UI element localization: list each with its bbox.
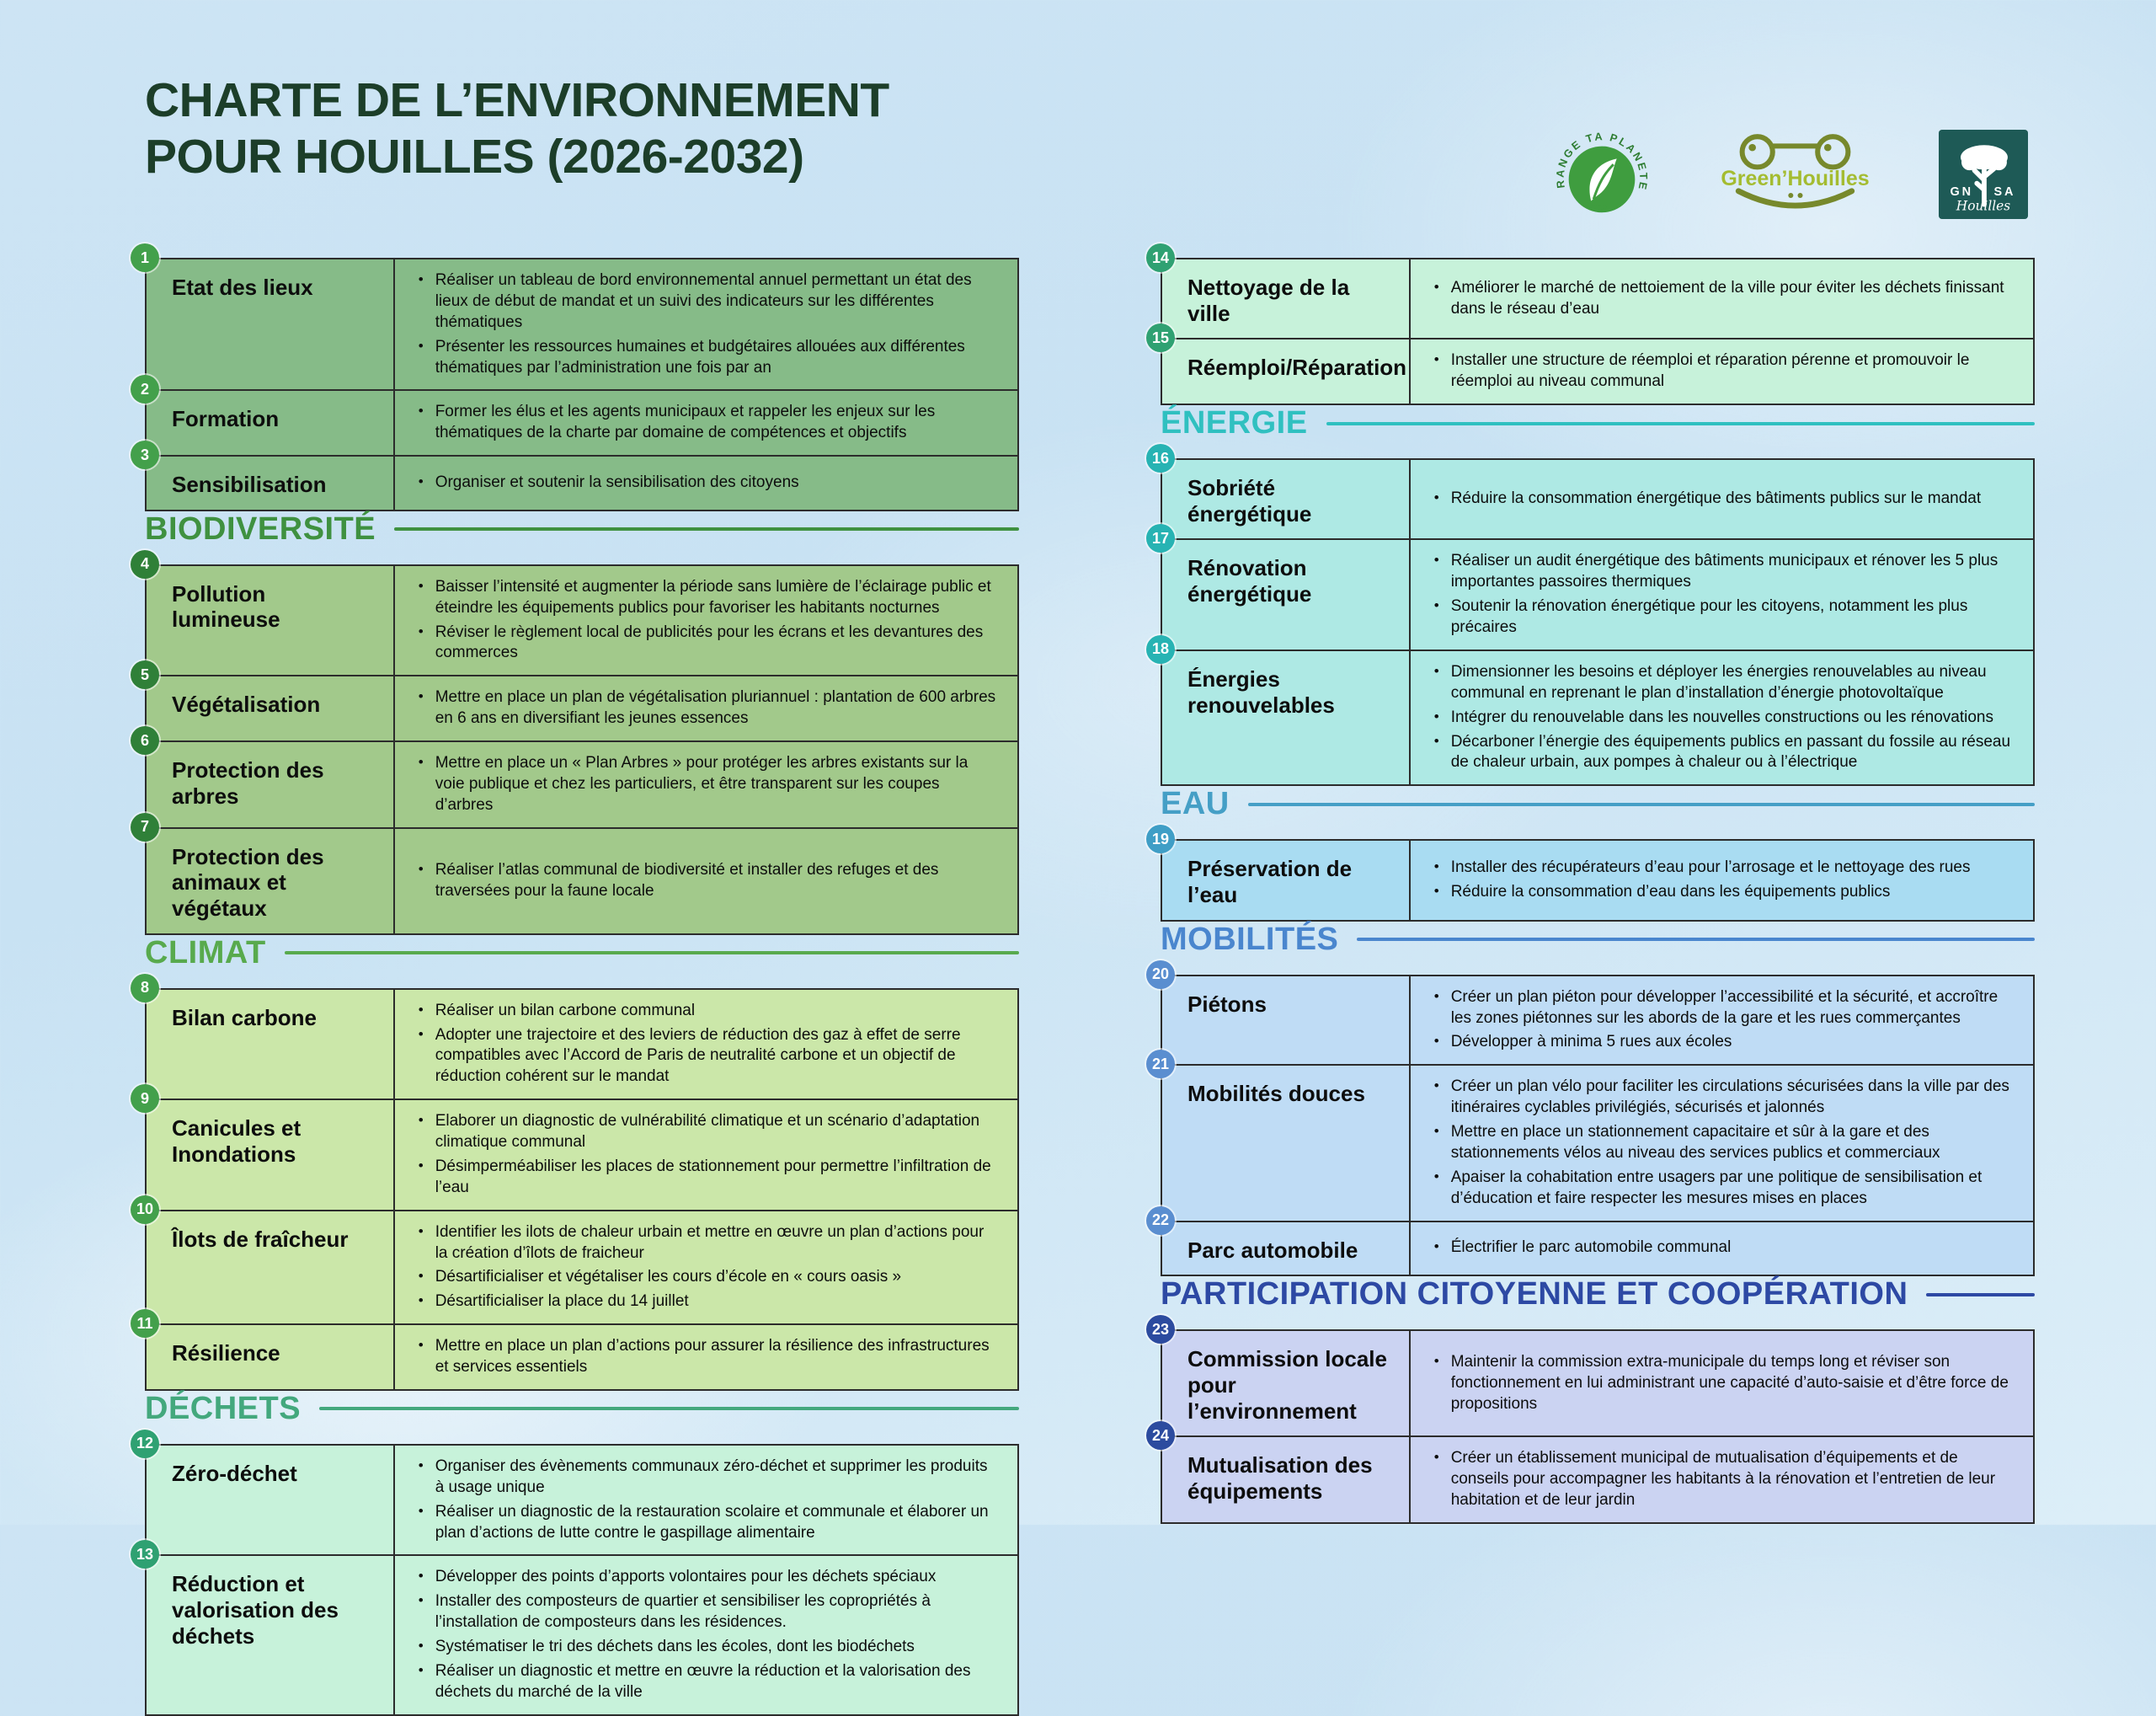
section-biodiversite xyxy=(140,511,1019,935)
section-eau xyxy=(1151,786,2035,921)
green-houilles-text: Green’Houilles xyxy=(1721,166,1870,190)
section-heading-text: ÉNERGIE xyxy=(1161,405,1308,441)
gnsa-tree-canopy2 xyxy=(1961,154,1977,170)
table-row-5 xyxy=(140,666,1017,740)
table-row-11 xyxy=(136,1314,1017,1389)
action-bullet-item: • Électrifier le parc automobile communal xyxy=(1431,1238,2013,1259)
action-bullet-item: • Créer un établissement municipal de mutualisation d’équipements et de conseils pour accompagner les habitants à la rénovation et l’entretien de leur habitation et de leur jardin xyxy=(1431,1448,2013,1511)
action-bullet-item: • Mettre en place un plan de végétalisation pluriannuel : plantation de 600 arbres en 6 ans en diversifiant les jeunes essences xyxy=(415,687,997,730)
row-number-badge: 13 xyxy=(131,1540,159,1569)
action-bullet-item: • Réduire la consommation énergétique des bâtiments publics sur le mandat xyxy=(1431,489,2013,510)
row-number-badge: 11 xyxy=(131,1309,159,1338)
section-dechets-suite xyxy=(1151,249,2035,405)
row-number-badge: 18 xyxy=(1146,635,1175,664)
row-number-badge: 10 xyxy=(131,1195,159,1224)
section-heading-eau xyxy=(1161,786,2035,822)
heading-rule xyxy=(394,527,1019,531)
table-row-1 xyxy=(140,249,1017,389)
table-row-24 xyxy=(1151,1426,2033,1522)
heading-rule xyxy=(285,951,1019,954)
row-actions xyxy=(395,391,1017,455)
section-mobilites xyxy=(1151,921,2035,1277)
action-bullet-item: • Désimperméabiliser les places de stationnement pour permettre l’infiltration de l’eau xyxy=(415,1157,997,1199)
row-number-badge: 23 xyxy=(1146,1315,1175,1344)
row-topic-label: Réemploi/Réparation xyxy=(1162,339,1411,404)
action-bullet-item: • Désartificialiser la place du 14 juillet xyxy=(415,1291,997,1312)
action-bullet-item: • Baisser l’intensité et augmenter la période sans lumière de l’éclairage public et éteindre les équipements publics pour favoriser les habitants nocturnes xyxy=(415,577,997,619)
row-actions xyxy=(395,1446,1017,1555)
row-topic-label: Îlots de fraîcheur xyxy=(147,1211,395,1324)
row-actions xyxy=(1411,259,2033,338)
action-bullet-item: • Maintenir la commission extra-municipale du temps long et réviser son fonctionnement en lui administrant une capacité d’auto-saisie et d’être force de propositions xyxy=(1431,1352,2013,1415)
table-row-15 xyxy=(1151,329,2033,404)
row-topic-label: Préservation de l’eau xyxy=(1162,841,1411,919)
action-bullet-item: • Créer un plan vélo pour faciliter les circulations sécurisées dans la ville par des itinéraires cyclables privilégiés, sécurisés et jalonnés xyxy=(1431,1077,2013,1119)
row-actions xyxy=(395,1325,1017,1389)
row-number-badge: 8 xyxy=(131,974,159,1002)
section-heading-text: PARTICIPATION CITOYENNE ET COOPÉRATION xyxy=(1161,1276,1908,1312)
row-actions xyxy=(1411,1437,2033,1522)
action-bullet-item: • Former les élus et les agents municipaux et rappeler les enjeux sur les thématiques de la charte par domaine de compétences et objectifs xyxy=(415,402,997,444)
action-bullet-item: • Réaliser un diagnostic et mettre en œuvre la réduction et la valorisation des déchets du marché de la ville xyxy=(415,1661,997,1703)
row-topic-label: Etat des lieux xyxy=(147,259,395,389)
section-gouvernance xyxy=(140,249,1019,511)
table-row-22 xyxy=(1151,1211,2033,1275)
row-actions xyxy=(395,566,1017,676)
action-bullet-item: • Systématiser le tri des déchets dans les écoles, dont les biodéchets xyxy=(415,1637,997,1658)
action-bullet-item: • Réviser le règlement local de publicités pour les écrans et les devantures des commerces xyxy=(415,623,997,665)
green-houilles-logo xyxy=(1700,127,1890,222)
left-column xyxy=(136,249,1019,1716)
row-topic-label: Protection des arbres xyxy=(147,742,395,827)
row-number-badge: 15 xyxy=(1146,323,1175,352)
row-number-badge: 5 xyxy=(131,660,159,689)
frog-smile-icon xyxy=(1738,191,1851,206)
row-actions xyxy=(395,1100,1017,1210)
action-bullet-item: • Mettre en place un plan d’actions pour assurer la résilience des infrastructures et services essentiels xyxy=(415,1336,997,1378)
row-actions xyxy=(1411,1331,2033,1435)
table-row-19 xyxy=(1151,830,2033,919)
row-topic-label: Réduction et valorisation des déchets xyxy=(147,1556,395,1713)
row-actions xyxy=(395,990,1017,1099)
section-participation xyxy=(1151,1276,2035,1524)
action-bullet-item: • Réduire la consommation d’eau dans les équipements publics xyxy=(1431,882,2013,903)
gnsa-text-right: SA xyxy=(1993,185,2016,200)
row-number-badge: 24 xyxy=(1146,1421,1175,1450)
row-actions xyxy=(1411,1066,2033,1220)
heading-rule xyxy=(1326,422,2035,425)
actions-table-dechets xyxy=(136,1435,1019,1716)
actions-table-climat xyxy=(136,979,1019,1391)
row-topic-label: Résilience xyxy=(147,1325,395,1389)
table-row-18 xyxy=(1151,640,2033,784)
section-heading-climat xyxy=(145,935,1019,971)
right-column xyxy=(1151,249,2035,1524)
row-number-badge: 3 xyxy=(131,441,159,469)
table-row-8 xyxy=(140,979,1017,1099)
actions-table-energie xyxy=(1151,449,2035,786)
row-actions xyxy=(1411,841,2033,919)
table-row-3 xyxy=(140,446,1017,510)
action-bullet-item: • Installer une structure de réemploi et réparation pérenne et promouvoir le réemploi au niveau communal xyxy=(1431,350,2013,393)
section-heading-mobilites xyxy=(1161,922,2035,958)
section-heading-dechets xyxy=(145,1391,1019,1427)
page-title-line2: POUR HOUILLES (2026-2032) xyxy=(145,129,804,184)
section-heading-text: CLIMAT xyxy=(145,934,266,970)
frog-pupil-left-icon xyxy=(1748,144,1756,152)
action-bullet-item: • Réaliser un diagnostic de la restauration scolaire et communale et élaborer un plan d’actions de lutte contre le gaspillage alimentaire xyxy=(415,1502,997,1544)
action-bullet-item: • Réaliser un bilan carbone communal xyxy=(415,1001,997,1022)
row-number-badge: 12 xyxy=(131,1430,159,1458)
action-bullet-item: • Organiser et soutenir la sensibilisation des citoyens xyxy=(415,473,997,494)
section-heading-text: DÉCHETS xyxy=(145,1390,302,1426)
actions-table-gouvernance xyxy=(140,249,1019,511)
row-number-badge: 21 xyxy=(1146,1050,1175,1078)
heading-rule xyxy=(1926,1293,2035,1296)
action-bullet-item: • Réaliser l’atlas communal de biodiversité et installer des refuges et des traversées pour la faune locale xyxy=(415,860,997,902)
heading-rule xyxy=(319,1407,1019,1410)
section-heading-text: BIODIVERSITÉ xyxy=(145,511,376,547)
action-bullet-item: • Développer des points d’apports volontaires pour les déchets spéciaux xyxy=(415,1567,997,1588)
heading-rule xyxy=(1357,938,2035,941)
row-actions xyxy=(1411,540,2033,650)
action-bullet-item: • Développer à minima 5 rues aux écoles xyxy=(1431,1032,2013,1053)
row-number-badge: 1 xyxy=(131,243,159,272)
gnsa-script-text: Houilles xyxy=(1956,198,2011,214)
section-heading-biodiversite xyxy=(145,511,1019,548)
action-bullet-item: • Mettre en place un « Plan Arbres » pour protéger les arbres existants sur la voie publique et chez les particuliers, et être transparent sur les coupes d’arbres xyxy=(415,753,997,816)
row-number-badge: 16 xyxy=(1146,444,1175,473)
frog-eye-left-icon xyxy=(1742,136,1773,167)
section-heading-text: EAU xyxy=(1161,786,1230,822)
action-bullet-item: • Créer un plan piéton pour développer l’accessibilité et la sécurité, et accroître les zones piétonnes sur les abords de la gare et les rues commerçantes xyxy=(1431,987,2013,1029)
rtp-arc-text: RANGE TA PLANETE xyxy=(1553,130,1651,193)
row-actions xyxy=(395,676,1017,740)
action-bullet-item: • Mettre en place un stationnement capacitaire et sûr à la gare et des stationnements vélos au niveau des services publics et commerciaux xyxy=(1431,1122,2013,1164)
page-title-line1: CHARTE DE L’ENVIRONNEMENT xyxy=(145,73,889,127)
actions-table-dechets-suite xyxy=(1151,249,2035,405)
action-bullet-item: • Organiser des évènements communaux zéro-déchet et supprimer les produits à usage unique xyxy=(415,1457,997,1499)
table-row-13 xyxy=(136,1545,1017,1713)
row-topic-label: Rénovation énergétique xyxy=(1162,540,1411,650)
row-actions xyxy=(1411,339,2033,404)
action-bullet-item: • Intégrer du renouvelable dans les nouvelles constructions ou les rénovations xyxy=(1431,708,2013,729)
row-actions xyxy=(395,1211,1017,1324)
action-bullet-item: • Apaiser la cohabitation entre usagers par une politique de sensibilisation et d’éducation et faire respecter les mesures mises en places xyxy=(1431,1168,2013,1210)
action-bullet-item: • Installer des composteurs de quartier et sensibiliser les copropriétés à l’installation de composteurs dans les résidences. xyxy=(415,1591,997,1633)
section-climat xyxy=(136,934,1019,1391)
row-topic-label: Piétons xyxy=(1162,976,1411,1065)
row-number-badge: 6 xyxy=(131,726,159,755)
gnsa-houilles-logo xyxy=(1939,130,2028,219)
action-bullet-item: • Présenter les ressources humaines et budgétaires allouées aux différentes thématiques par l’administration une fois par an xyxy=(415,337,997,379)
heading-rule xyxy=(1248,803,2035,806)
table-row-9 xyxy=(140,1089,1017,1210)
action-bullet-item: • Soutenir la rénovation énergétique pour les citoyens, notamment les plus précaires xyxy=(1431,596,2013,639)
row-topic-label: Végétalisation xyxy=(147,676,395,740)
row-number-badge: 4 xyxy=(131,550,159,579)
table-row-6 xyxy=(140,731,1017,827)
action-bullet-item: • Réaliser un tableau de bord environnemental annuel permettant un état des lieux de début de mandat et un suivi des indicateurs sur les différentes thématiques xyxy=(415,270,997,334)
page-title xyxy=(145,72,889,184)
row-actions xyxy=(395,1556,1017,1713)
action-bullet-item: • Décarboner l’énergie des équipements publics en passant du fossile au réseau de chaleur urbain, aux pompes à chaleur ou à l’électrique xyxy=(1431,732,2013,774)
row-number-badge: 17 xyxy=(1146,524,1175,553)
row-topic-label: Sensibilisation xyxy=(147,457,395,510)
action-bullet-item: • Désartificialiser et végétaliser les cours d’école en « cours oasis » xyxy=(415,1267,997,1288)
row-number-badge: 2 xyxy=(131,375,159,404)
gnsa-text-left: GN xyxy=(1950,185,1973,200)
section-heading-text: MOBILITÉS xyxy=(1161,921,1339,957)
row-topic-label: Sobriété énergétique xyxy=(1162,460,1411,538)
table-row-7 xyxy=(140,818,1017,933)
row-actions xyxy=(1411,976,2033,1065)
row-topic-label: Pollution lumineuse xyxy=(147,566,395,676)
frog-pupil-right-icon xyxy=(1824,144,1832,152)
row-topic-label: Mutualisation des équipements xyxy=(1162,1437,1411,1522)
row-topic-label: Bilan carbone xyxy=(147,990,395,1099)
row-number-badge: 14 xyxy=(1146,243,1175,272)
table-row-2 xyxy=(140,380,1017,455)
actions-table-mobilites xyxy=(1151,965,2035,1277)
row-actions xyxy=(1411,1222,2033,1275)
action-bullet-item: • Elaborer un diagnostic de vulnérabilité climatique et un scénario d’adaptation climatique communal xyxy=(415,1111,997,1153)
frog-eye-right-icon xyxy=(1817,136,1848,167)
row-number-badge: 20 xyxy=(1146,960,1175,989)
logo-strip xyxy=(1552,125,2028,224)
actions-table-participation xyxy=(1151,1320,2035,1524)
section-heading-energie xyxy=(1161,405,2035,441)
range-ta-planete-logo xyxy=(1552,125,1652,224)
action-bullet-item: • Réaliser un audit énergétique des bâtiments municipaux et rénover les 5 plus importantes passoires thermiques xyxy=(1431,551,2013,593)
frog-nostril-left-icon xyxy=(1788,193,1793,198)
row-topic-label: Mobilités douces xyxy=(1162,1066,1411,1220)
row-topic-label: Énergies renouvelables xyxy=(1162,651,1411,784)
row-actions xyxy=(1411,651,2033,784)
row-number-badge: 9 xyxy=(131,1084,159,1113)
row-number-badge: 22 xyxy=(1146,1206,1175,1235)
row-topic-label: Commission locale pour l’environnement xyxy=(1162,1331,1411,1435)
row-actions xyxy=(395,259,1017,389)
row-topic-label: Zéro-déchet xyxy=(147,1446,395,1555)
action-bullet-item: • Dimensionner les besoins et déployer les énergies renouvelables au niveau communal en reprenant le plan d’installation d’énergie photovoltaïque xyxy=(1431,662,2013,704)
section-energie xyxy=(1151,405,2035,786)
row-actions xyxy=(1411,460,2033,538)
action-bullet-item: • Adopter une trajectoire et des leviers de réduction des gaz à effet de serre compatibles avec l’Accord de Paris de neutralité carbone et un objectif de réduction cohérent sur le mandat xyxy=(415,1025,997,1088)
row-topic-label: Parc automobile xyxy=(1162,1222,1411,1275)
row-actions xyxy=(395,742,1017,827)
action-bullet-item: • Identifier les ilots de chaleur urbain et mettre en œuvre un plan d’actions pour la création d’îlots de fraicheur xyxy=(415,1222,997,1264)
row-actions xyxy=(395,829,1017,933)
section-dechets xyxy=(136,1390,1019,1716)
action-bullet-item: • Améliorer le marché de nettoiement de la ville pour éviter les déchets finissant dans le réseau d’eau xyxy=(1431,278,2013,320)
action-bullet-item: • Installer des récupérateurs d’eau pour l’arrosage et le nettoyage des rues xyxy=(1431,858,2013,879)
section-heading-participation xyxy=(1161,1276,2035,1312)
table-row-4 xyxy=(140,555,1017,676)
row-topic-label: Formation xyxy=(147,391,395,455)
row-topic-label: Protection des animaux et végétaux xyxy=(147,829,395,933)
actions-table-eau xyxy=(1151,830,2035,921)
row-number-badge: 7 xyxy=(131,813,159,842)
actions-table-biodiversite xyxy=(140,555,1019,935)
row-actions xyxy=(395,457,1017,510)
row-number-badge: 19 xyxy=(1146,825,1175,853)
row-topic-label: Nettoyage de la ville xyxy=(1162,259,1411,338)
frog-nostril-right-icon xyxy=(1798,193,1803,198)
row-topic-label: Canicules et Inondations xyxy=(147,1100,395,1210)
